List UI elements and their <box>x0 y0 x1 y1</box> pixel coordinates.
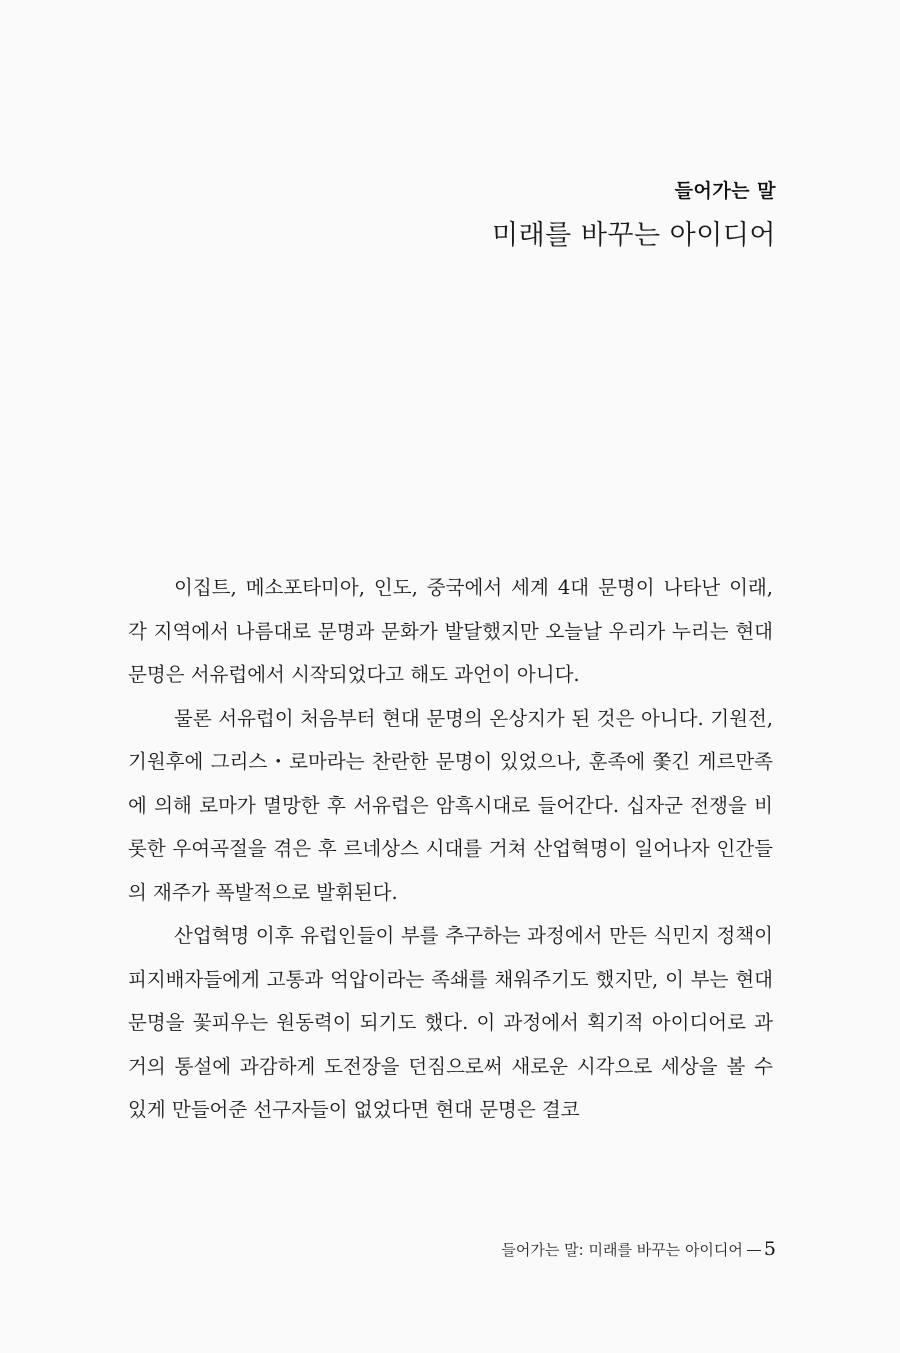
running-title: 들어가는 말: 미래를 바꾸는 아이디어 <box>501 1241 743 1259</box>
body-text <box>128 566 773 1132</box>
section-label: 들어가는 말 <box>674 180 776 202</box>
paragraph: 물론 서유럽이 처음부터 현대 문명의 온상지가 된 것은 아니다. 기원전, 기원후에 그리스・로마라는 찬란한 문명이 있었으나, 훈족에 쫓긴 게르만족에 의해 로마가 멸망한 후 서유럽은 암흑시대로 들어간다. 십자군 전쟁을 비롯한 우여곡절을 겪은 후 르네상스 시대를 거쳐 산업혁명이 일어나자 인간들의 재주가 폭발적으로 발휘된다. <box>128 706 773 904</box>
page-number: 5 <box>763 1238 776 1260</box>
chapter-title: 미래를 바꾸는 아이디어 <box>492 220 776 251</box>
chapter-heading <box>492 176 776 252</box>
page-footer <box>501 1238 776 1260</box>
paragraph: 산업혁명 이후 유럽인들이 부를 추구하는 과정에서 만든 식민지 정책이 피지배자들에게 고통과 억압이라는 족쇄를 채워주기도 했지만, 이 부는 현대 문명을 꽃피우는 원동력이 되기도 했다. 이 과정에서 획기적 아이디어로 과거의 통설에 과감하게 도전장을 던짐으로써 새로운 시각으로 세상을 볼 수 있게 만들어준 선구자들이 없었다면 현대 문명은 결코 <box>128 924 773 1121</box>
paragraph: 이집트, 메소포타미아, 인도, 중국에서 세계 4대 문명이 나타난 이래, 각 지역에서 나름대로 문명과 문화가 발달했지만 오늘날 우리가 누리는 현대 문명은 서유럽에서 시작되었다고 해도 과언이 아니다. <box>128 576 773 686</box>
footer-dash <box>747 1250 761 1251</box>
